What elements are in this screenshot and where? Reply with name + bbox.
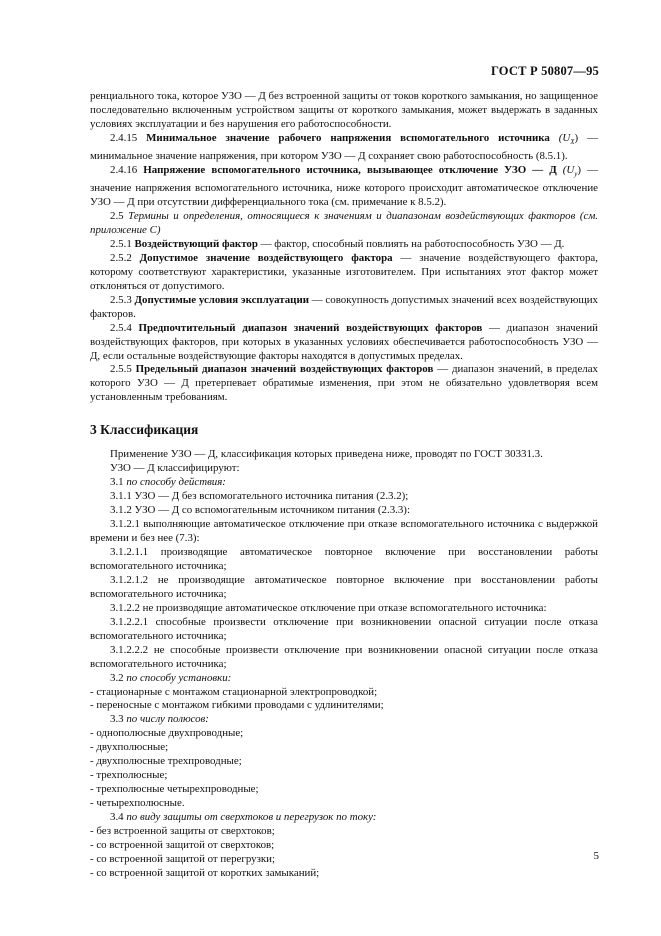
definition-2-5-5: 2.5.5 Предельный диапазон значений воздействующих факторов — диапазон значений, в пределах которого УЗО — Д претерпевает обратимые изменения, при этом не обязательно удовлетворяя всем установленным требованиям. — [90, 363, 598, 404]
clause-3-4: 3.4 по виду защиты от сверхтоков и перегрузок по току: — [110, 811, 377, 824]
clause-3-1-2-1-1: 3.1.2.1.1 производящие автоматическое повторное включение при восстановлении работы вспомогательного источника; — [90, 545, 598, 572]
definition-2-5-4: 2.5.4 Предпочтительный диапазон значений воздействующих факторов — диапазон значений воздействующих факторов, при которых в указанных условиях обеспечивается работоспособность УЗО — Д, если остальные воздействующие факторы находятся в допустимых пределах. — [90, 321, 598, 362]
list-item: - со встроенной защитой от сверхтоков; — [90, 839, 275, 851]
list-item: - четырехполюсные. — [90, 797, 185, 810]
list-item: - переносные с монтажом гибкими проводами с удлинителями; — [90, 699, 384, 712]
list-item: - однополюсные двухпроводные; — [90, 727, 244, 740]
list-item: - двухполюсные; — [90, 741, 169, 754]
clause-3-2: 3.2 по способу установки: — [110, 671, 232, 684]
paragraph-continuation: ренциального тока, которое УЗО — Д без встроенной защиты от токов короткого замыкания, но защищенное последовательно включенным устройством защиты от короткого замыкания, может выдержать в заданных условиях эксплуатации и без нарушения его работоспособности. — [90, 90, 598, 130]
definition-2-4-15: 2.4.15 Минимальное значение рабочего напряжения вспомогательного источника $(U_X)$ — минимальное значение напряжения, при котором УЗО — Д сохраняет свою работоспособность (8.5.1). — [90, 131, 598, 162]
intro-paragraph: Применение УЗО — Д, классификация которых приведена ниже, проводят по ГОСТ 30331.3. — [110, 448, 543, 461]
list-3-4 — [90, 825, 598, 881]
clause-3-1-2-1-2: 3.1.2.1.2 не производящие автоматическое повторное включение при восстановлении работы вспомогательного источника; — [90, 573, 598, 600]
intro-paragraph: УЗО — Д классифицируют: — [110, 462, 240, 475]
page-content — [90, 90, 598, 881]
list-3-3 — [90, 727, 598, 811]
term: Допустимое значение воздействующего фактора — [139, 251, 393, 264]
clause-3-1-2: 3.1.2 УЗО — Д со вспомогательным источником питания (2.3.3): — [110, 504, 410, 517]
list-item: - со встроенной защитой от коротких замыканий; — [90, 866, 320, 879]
list-item: - стационарные с монтажом стационарной электропроводкой; — [90, 685, 378, 698]
clause-3-3: 3.3 по числу полюсов: — [110, 713, 209, 726]
term: Напряжение вспомогательного источника, вызывающее отключение УЗО — Д — [143, 163, 557, 176]
list-item: - двухполюсные трехпроводные; — [90, 755, 242, 768]
clause-3-1-2-2-2: 3.1.2.2.2 не способные произвести отключение при возникновении опасной ситуации после отказа вспомогательного источника; — [90, 643, 598, 670]
clause-3-1-2-2-1: 3.1.2.2.1 способные произвести отключение при возникновении опасной ситуации после отказа вспомогательного источника; — [90, 615, 598, 642]
clause-3-1-1: 3.1.1 УЗО — Д без вспомогательного источника питания (2.3.2); — [110, 490, 409, 503]
list-item: - трехполюсные четырехпроводные; — [90, 783, 259, 796]
definition-2-5-3: 2.5.3 Допустимые условия эксплуатации — совокупность допустимых значений всех воздействующих факторов. — [90, 293, 598, 320]
list-item: - без встроенной защиты от сверхтоков; — [90, 825, 275, 838]
subsection-2-5: 2.5 Термины и определения, относящиеся к значениям и диапазонам воздействующих факторов (см. приложение С) — [90, 209, 598, 236]
section-title: 3 Классификация — [90, 422, 199, 438]
term: Минимальное значение рабочего напряжения вспомогательного источника — [146, 131, 550, 144]
document-header: ГОСТ Р 50807—95 — [490, 64, 599, 78]
definition-2-5-2: 2.5.2 Допустимое значение воздействующего фактора — значение воздействующего фактора, которому соответствуют характеристики, указанные изготовителем. При испытаниях этот фактор может отклоняться от допустимого. — [90, 251, 598, 292]
list-3-2 — [90, 686, 598, 714]
list-item: - трехполюсные; — [90, 769, 168, 782]
clause-3-1-2-2: 3.1.2.2 не производящие автоматическое отключение при отказе вспомогательного источника: — [110, 601, 547, 614]
term: Предпочтительный диапазон значений воздействующих факторов — [138, 321, 483, 334]
term: Воздействующий фактор — [134, 237, 258, 250]
definition-2-4-16: 2.4.16 Напряжение вспомогательного источника, вызывающее отключение УЗО — Д $(U_y)$ — значение напряжения вспомогательного источника, ниже которого происходит автоматическое отключение УЗО — Д при отсутствии дифференциального тока (см. примечание к 8.5.2). — [90, 163, 598, 209]
clause-3-1-2-1: 3.1.2.1 выполняющие автоматическое отключение при отказе вспомогательного источника с выдержкой времени и без нее (7.3): — [90, 518, 598, 545]
page-number: 5 — [593, 850, 599, 862]
list-item: - со встроенной защитой от перегрузки; — [90, 852, 276, 865]
clause-3-1: 3.1 по способу действия: — [110, 476, 226, 489]
term: Допустимые условия эксплуатации — [134, 293, 310, 306]
definition-2-5-1: 2.5.1 Воздействующий фактор — фактор, способный повлиять на работоспособность УЗО — Д. — [110, 237, 565, 250]
term: Предельный диапазон значений воздействующих факторов — [135, 363, 434, 376]
